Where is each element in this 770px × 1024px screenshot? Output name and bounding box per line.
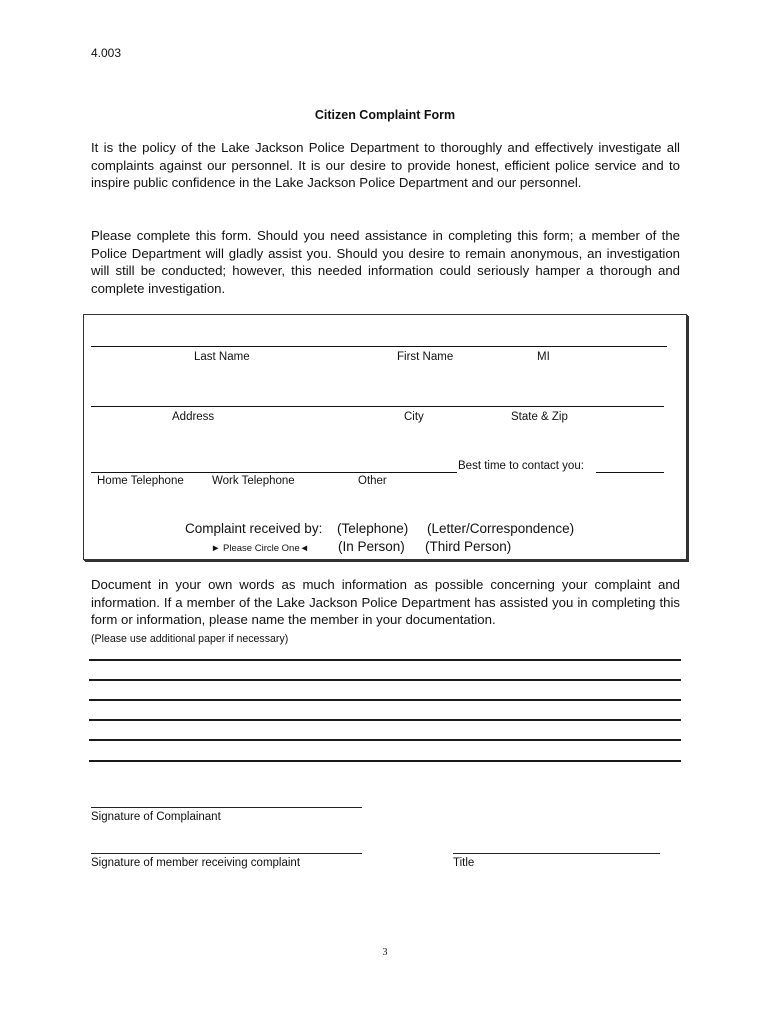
- home-telephone-label: Home Telephone: [97, 475, 184, 487]
- complainant-signature-label: Signature of Complainant: [91, 811, 221, 823]
- first-name-label: First Name: [397, 351, 454, 363]
- title-label: Title: [453, 857, 475, 869]
- telephone-line[interactable]: [91, 472, 457, 473]
- writing-line-2[interactable]: [89, 679, 681, 681]
- policy-paragraph: It is the policy of the Lake Jackson Police Department to thoroughly and effectively investigate all complaints against our personnel. It is our desire to provide honest, efficient police service and to inspire public confidence in the Lake Jackson Police Department and our personnel.: [91, 140, 680, 191]
- writing-line-4[interactable]: [89, 719, 681, 721]
- city-label: City: [404, 411, 424, 423]
- address-label: Address: [172, 411, 215, 423]
- address-line[interactable]: [91, 406, 664, 407]
- mi-label: MI: [537, 351, 550, 363]
- option-letter-correspondence[interactable]: (Letter/Correspondence): [427, 521, 575, 536]
- page-number: 3: [382, 947, 388, 958]
- option-in-person[interactable]: (In Person): [338, 539, 405, 554]
- documentation-text: Document in your own words as much information as possible concerning your complaint and information. If a member of the Lake Jackson Police Department has assisted you in completing this form or information, please name the member in your documentation.: [91, 577, 680, 628]
- writing-line-5[interactable]: [89, 739, 681, 741]
- writing-line-3[interactable]: [89, 699, 681, 701]
- circle-one-instruction: ► Please Circle One◄: [211, 543, 310, 554]
- additional-paper-note: (Please use additional paper if necessary): [91, 633, 289, 646]
- name-line[interactable]: [91, 346, 667, 347]
- page-title: Citizen Complaint Form: [314, 108, 456, 122]
- document-number: 4.003: [91, 46, 122, 60]
- instructions-paragraph: Please complete this form. Should you need assistance in completing this form; a member of the Police Department will gladly assist you. Should you desire to remain anonymous, an investigation will still be conducted; however, this needed information could seriously hamper a thorough and complete investigation.: [91, 228, 680, 297]
- member-signature-line[interactable]: [91, 853, 362, 854]
- state-zip-label: State & Zip: [511, 411, 568, 423]
- complaint-received-label: Complaint received by:: [185, 521, 323, 536]
- member-signature-label: Signature of member receiving complaint: [91, 857, 301, 869]
- option-third-person[interactable]: (Third Person): [425, 539, 512, 554]
- best-time-label: Best time to contact you:: [458, 460, 584, 472]
- title-line[interactable]: [453, 853, 660, 854]
- documentation-instructions: [91, 576, 680, 649]
- other-label: Other: [358, 475, 387, 487]
- option-telephone[interactable]: (Telephone): [337, 521, 409, 536]
- writing-line-1[interactable]: [89, 659, 681, 661]
- complainant-signature-line[interactable]: [91, 807, 362, 808]
- writing-line-6[interactable]: [89, 760, 681, 762]
- best-time-line[interactable]: [596, 472, 664, 473]
- work-telephone-label: Work Telephone: [212, 475, 295, 487]
- last-name-label: Last Name: [194, 351, 250, 363]
